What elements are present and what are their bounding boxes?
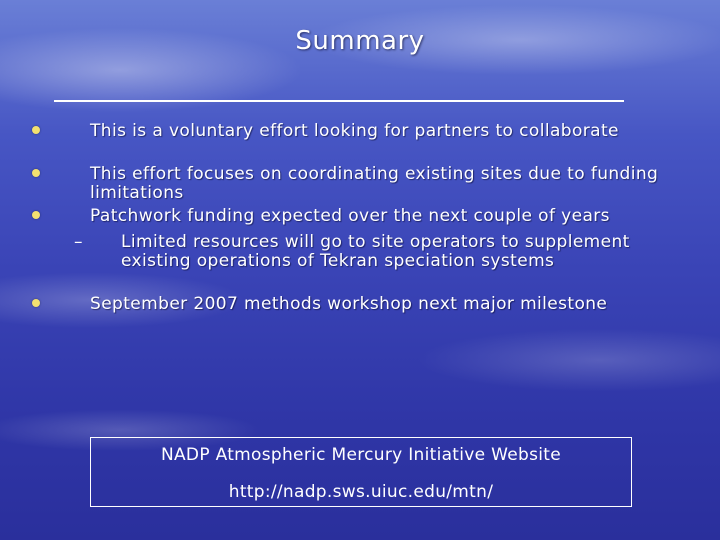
bullet-item-2: This effort focuses on coordinating existing sites due to funding limitations — [90, 164, 659, 203]
website-title: NADP Atmospheric Mercury Initiative Website — [160, 445, 561, 465]
bullet-item-4: September 2007 methods workshop next major milestone — [90, 294, 608, 314]
slide-title: Summary — [295, 26, 425, 56]
sub-bullet-dash: – — [74, 232, 83, 252]
bullet-item-1: This is a voluntary effort looking for partners to collaborate — [90, 121, 619, 141]
bullet-dot-icon — [32, 211, 40, 219]
title-divider — [54, 100, 624, 102]
bullet-dot-icon — [32, 169, 40, 177]
bullet-dot-icon — [32, 126, 40, 134]
bullet-item-3: Patchwork funding expected over the next couple of years — [90, 206, 610, 226]
bullet-dot-icon — [32, 299, 40, 307]
website-url-link[interactable]: http://nadp.sws.uiuc.edu/mtn/ — [228, 482, 494, 502]
website-box — [90, 437, 632, 507]
sub-bullet-item-1: Limited resources will go to site operators to supplement existing operations of Tekran speciation systems — [121, 232, 630, 271]
